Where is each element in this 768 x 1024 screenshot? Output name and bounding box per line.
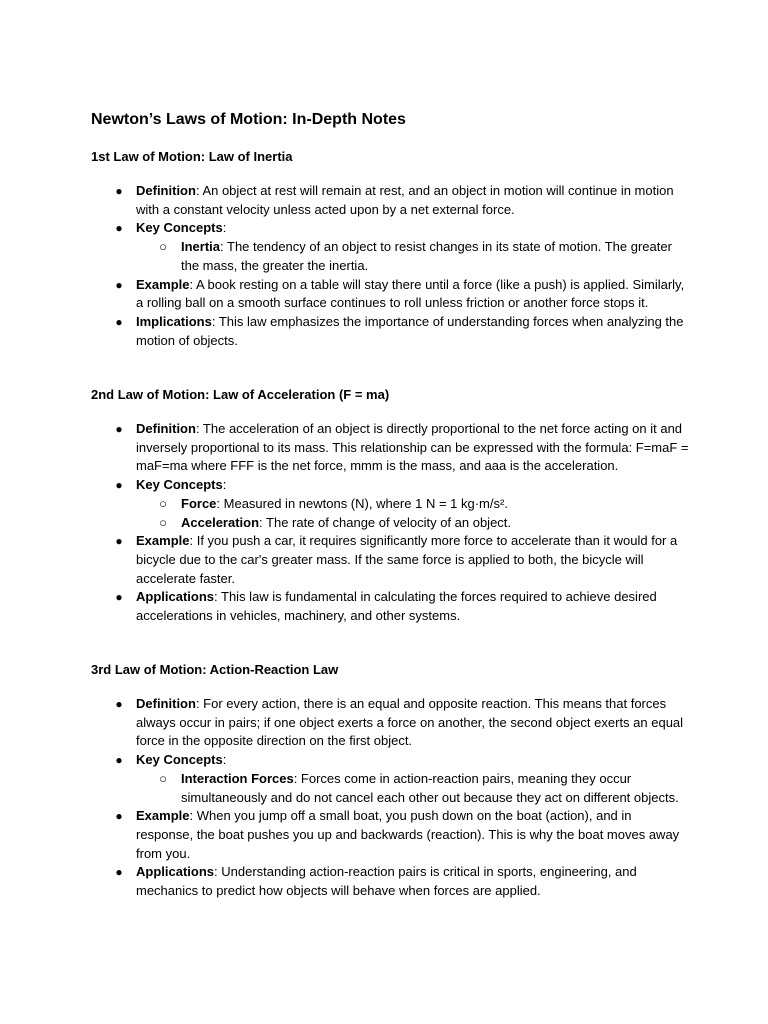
bullet-icon: ●: [115, 697, 123, 711]
item-text: : The acceleration of an object is directly proportional to the net force acting on it and inversely proportional to its mass. This relationship can be expressed with the formula: F=maF = maF=ma where FFF is the net force, mmm is the mass, and aaa is the acceleration.: [136, 421, 689, 474]
list-item-definition: [91, 695, 691, 751]
list-item-key-concepts: [91, 751, 691, 770]
item-label: Example: [136, 808, 190, 824]
bullet-icon: ●: [115, 753, 123, 768]
section-heading-third-law: 3rd Law of Motion: Action-Reaction Law: [91, 662, 339, 677]
sub-item-inertia: [91, 238, 691, 275]
item-text: : A book resting on a table will stay there until a force (like a push) is applied. Similarly, a rolling ball on a smooth surface continues to roll unless friction or another force stops it.: [136, 276, 685, 311]
sub-item-text: : The tendency of an object to resist changes in its state of motion. The greater the mass, the greater the inertia.: [181, 239, 672, 273]
list-item-applications: [91, 863, 691, 900]
bullet-icon: ●: [115, 865, 123, 880]
sub-item-text: : Forces come in action-reaction pairs, meaning they occur simultaneously and do not cancel each other out because they act on different objects.: [181, 770, 679, 805]
sub-item-label: Interaction Forces: [181, 770, 294, 786]
item-label: Definition: [136, 183, 196, 198]
second-law-bullet-list: [91, 420, 691, 626]
item-text: : If you push a car, it requires significantly more force to accelerate than it would for a bicycle due to the car's greater mass. If the same force is applied to both, the bicycle will accelerate faster.: [136, 533, 678, 586]
list-item-key-concepts: [91, 476, 691, 495]
hollow-bullet-icon: ○: [159, 514, 167, 530]
item-text: : An object at rest will remain at rest, and an object in motion will continue in motion with a constant velocity unless acted upon by a net external force.: [136, 183, 674, 217]
hollow-bullet-icon: ○: [159, 495, 167, 511]
item-label: Definition: [136, 421, 196, 436]
bullet-icon: ●: [115, 314, 123, 329]
item-text: : For every action, there is an equal and opposite reaction. This means that forces always occur in pairs; if one object exerts a force on another, the second object exerts an equal force in the opposite direction on the first object.: [136, 696, 684, 749]
list-item-example: [91, 276, 691, 313]
sub-item-force: [91, 495, 691, 514]
item-label: Example: [136, 533, 190, 549]
section-heading-first-law: 1st Law of Motion: Law of Inertia: [91, 149, 293, 164]
item-text: : Understanding action-reaction pairs is critical in sports, engineering, and mechanics to predict how objects will behave when forces are applied.: [136, 864, 637, 899]
hollow-bullet-icon: ○: [159, 770, 167, 786]
item-label: Key Concepts: [136, 220, 223, 236]
bullet-icon: ●: [115, 590, 123, 605]
item-colon: :: [222, 477, 227, 493]
bullet-icon: ●: [115, 422, 123, 436]
sub-item-label: Force: [181, 495, 217, 511]
item-text: : This law is fundamental in calculating the forces required to achieve desired accelerations in vehicles, machinery, and other systems.: [136, 589, 657, 624]
sub-item-text: : Measured in newtons (N), where 1 N = 1 kg·m/s².: [216, 495, 508, 511]
document-title: Newton’s Laws of Motion: In-Depth Notes: [91, 111, 406, 128]
first-law-bullet-list: [91, 182, 691, 350]
sub-item-interaction-forces: [91, 770, 691, 807]
section-heading-second-law: 2nd Law of Motion: Law of Acceleration (F = ma): [91, 387, 390, 402]
item-label: Key Concepts: [136, 752, 223, 768]
item-label: Applications: [136, 864, 215, 880]
item-colon: :: [222, 220, 227, 236]
item-colon: :: [222, 752, 227, 768]
list-item-applications: [91, 588, 691, 625]
bullet-icon: ●: [115, 534, 123, 549]
list-item-implications: [91, 313, 691, 350]
sub-item-acceleration: [91, 514, 691, 533]
list-item-key-concepts: [91, 219, 691, 238]
sub-item-label: Inertia: [181, 239, 221, 255]
item-label: Definition: [136, 696, 196, 711]
bullet-icon: ●: [115, 277, 123, 292]
third-law-bullet-list: [91, 695, 691, 901]
sub-item-label: Acceleration: [181, 514, 260, 530]
bullet-icon: ●: [115, 478, 123, 493]
list-item-definition: [91, 420, 691, 476]
item-label: Implications: [136, 313, 212, 329]
item-text: : When you jump off a small boat, you push down on the boat (action), and in response, the boat pushes you up and backwards (reaction). This is why the boat moves away from you.: [136, 808, 680, 861]
bullet-icon: ●: [115, 809, 123, 824]
list-item-example: [91, 532, 691, 588]
bullet-icon: ●: [115, 184, 123, 198]
hollow-bullet-icon: ○: [159, 239, 167, 255]
bullet-icon: ●: [115, 221, 123, 236]
item-label: Example: [136, 276, 190, 292]
item-label: Key Concepts: [136, 477, 223, 493]
list-item-example: [91, 807, 691, 863]
item-text: : This law emphasizes the importance of understanding forces when analyzing the motion of objects.: [136, 313, 684, 348]
item-label: Applications: [136, 589, 215, 605]
sub-item-text: : The rate of change of velocity of an object.: [259, 514, 512, 530]
list-item-definition: [91, 182, 691, 219]
